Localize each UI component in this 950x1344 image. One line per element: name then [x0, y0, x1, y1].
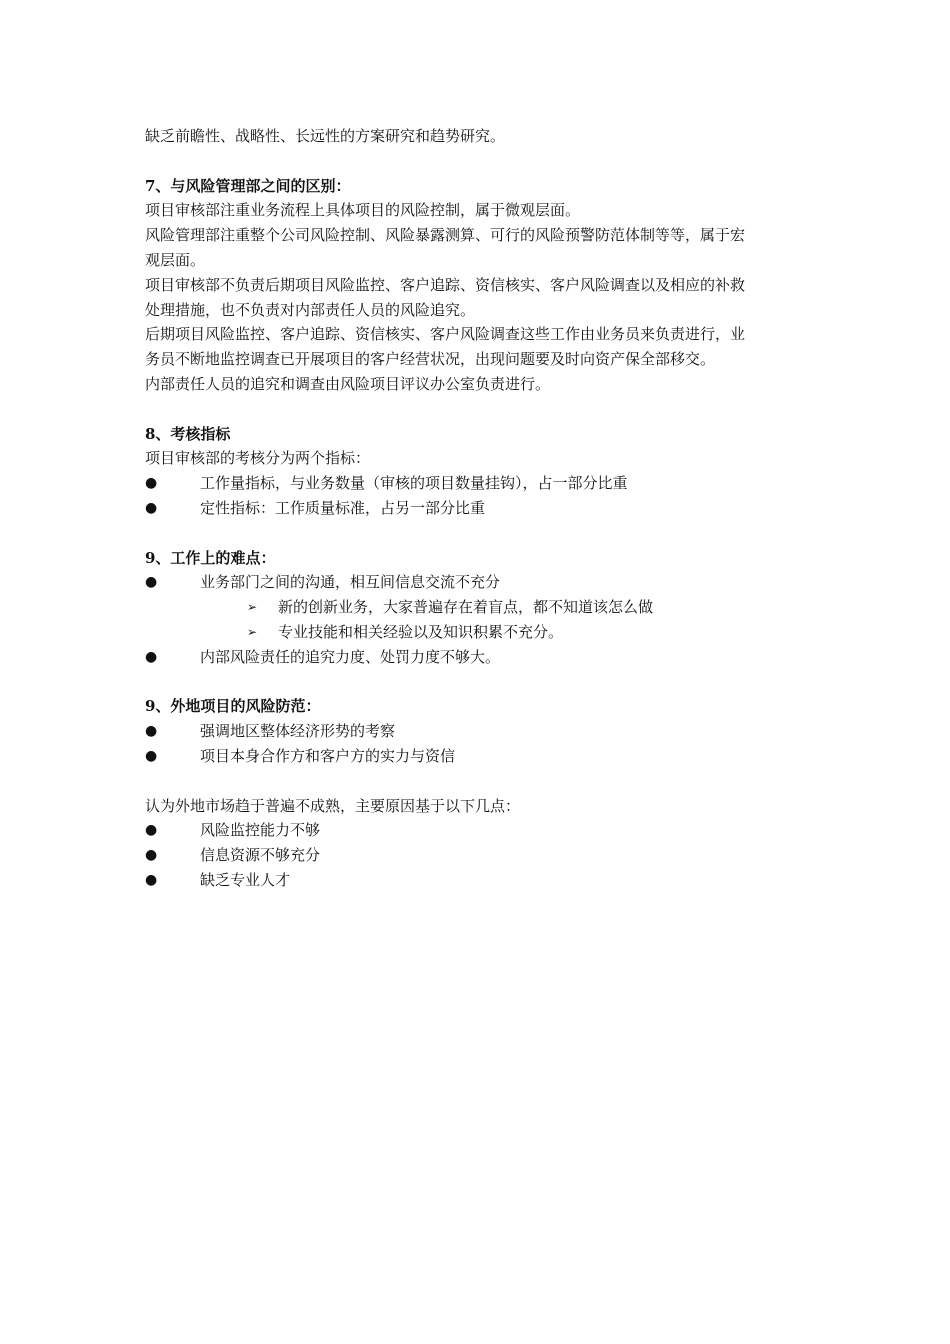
list-item [145, 645, 815, 670]
section-7-heading: 7、与风险管理部之间的区别： [145, 176, 351, 195]
intro-line: 缺乏前瞻性、战略性、长远性的方案研究和趋势研究。 [145, 127, 506, 145]
list-item-text: 信息资源不够充分 [200, 846, 321, 865]
sub-list-item [145, 595, 815, 620]
bullet-icon: ● [145, 475, 158, 492]
sub-list-item [145, 620, 815, 645]
section-7-line: 后期项目风险监控、客户追踪、资信核实、客户风险调查这些工作由业务员来负责进行，业 [145, 325, 746, 344]
spacer [145, 670, 815, 695]
arrow-bullet-icon: ➢ [247, 624, 258, 639]
arrow-bullet-icon: ➢ [247, 600, 258, 615]
list-item-text: 内部风险责任的追究力度、处罚力度不够大。 [200, 647, 501, 666]
section-7-line: 项目审核部注重业务流程上具体项目的风险控制，属于微观层面。 [145, 201, 581, 220]
list-item-text: 工作量指标，与业务数量（审核的项目数量挂钩），占一部分比重 [200, 474, 628, 493]
list-item-text: 项目本身合作方和客户方的实力与资信 [200, 746, 456, 765]
list-item [145, 496, 815, 521]
list-item [145, 868, 815, 893]
list-item [145, 471, 815, 496]
sub-list-item-text: 专业技能和相关经验以及知识积累不充分。 [278, 622, 564, 641]
section-8-intro: 项目审核部的考核分为两个指标： [145, 449, 371, 468]
section-7-line: 项目审核部不负责后期项目风险监控、客户追踪、资信核实、客户风险调查以及相应的补救 [145, 275, 746, 294]
bullet-icon: ● [145, 648, 158, 665]
section-7-line: 务员不断地监控调查已开展项目的客户经营状况，出现问题要及时向资产保全部移交。 [145, 350, 716, 369]
sub-list-item-text: 新的创新业务，大家普遍存在着盲点，都不知道该怎么做 [278, 598, 654, 617]
list-item-text: 缺乏专业人才 [200, 870, 291, 889]
list-item [145, 818, 815, 843]
list-item-text: 定性指标：工作质量标准，占另一部分比重 [200, 498, 486, 517]
bullet-icon: ● [145, 871, 158, 888]
section-7-line: 处理措施，也不负责对内部责任人员的风险追究。 [145, 300, 476, 319]
closing-intro: 认为外地市场趋于普遍不成熟，主要原因基于以下几点： [145, 796, 521, 815]
list-item [145, 570, 815, 595]
section-9-remote-heading: 9、外地项目的风险防范： [145, 697, 321, 716]
bullet-icon: ● [145, 723, 158, 740]
bullet-icon: ● [145, 574, 158, 591]
section-7-line: 内部责任人员的追究和调查由风险项目评议办公室负责进行。 [145, 374, 551, 393]
list-item-text: 风险监控能力不够 [200, 821, 321, 840]
section-7-line: 观层面。 [145, 250, 206, 269]
bullet-icon: ● [145, 847, 158, 864]
section-9-difficulties-heading: 9、工作上的难点： [145, 548, 276, 567]
bullet-icon: ● [145, 499, 158, 516]
spacer [145, 769, 815, 794]
section-7-line: 风险管理部注重整个公司风险控制、风险暴露测算、可行的风险预警防范体制等等，属于宏 [145, 226, 746, 245]
spacer [145, 149, 815, 174]
list-item-text: 强调地区整体经济形势的考察 [200, 722, 396, 741]
list-item-text: 业务部门之间的沟通，相互间信息交流不充分 [200, 573, 501, 592]
section-8-heading: 8、考核指标 [145, 424, 231, 443]
list-item [145, 843, 815, 868]
spacer [145, 521, 815, 546]
document-body [145, 124, 815, 893]
list-item [145, 719, 815, 744]
spacer [145, 397, 815, 422]
bullet-icon: ● [145, 822, 158, 839]
bullet-icon: ● [145, 747, 158, 764]
list-item [145, 744, 815, 769]
